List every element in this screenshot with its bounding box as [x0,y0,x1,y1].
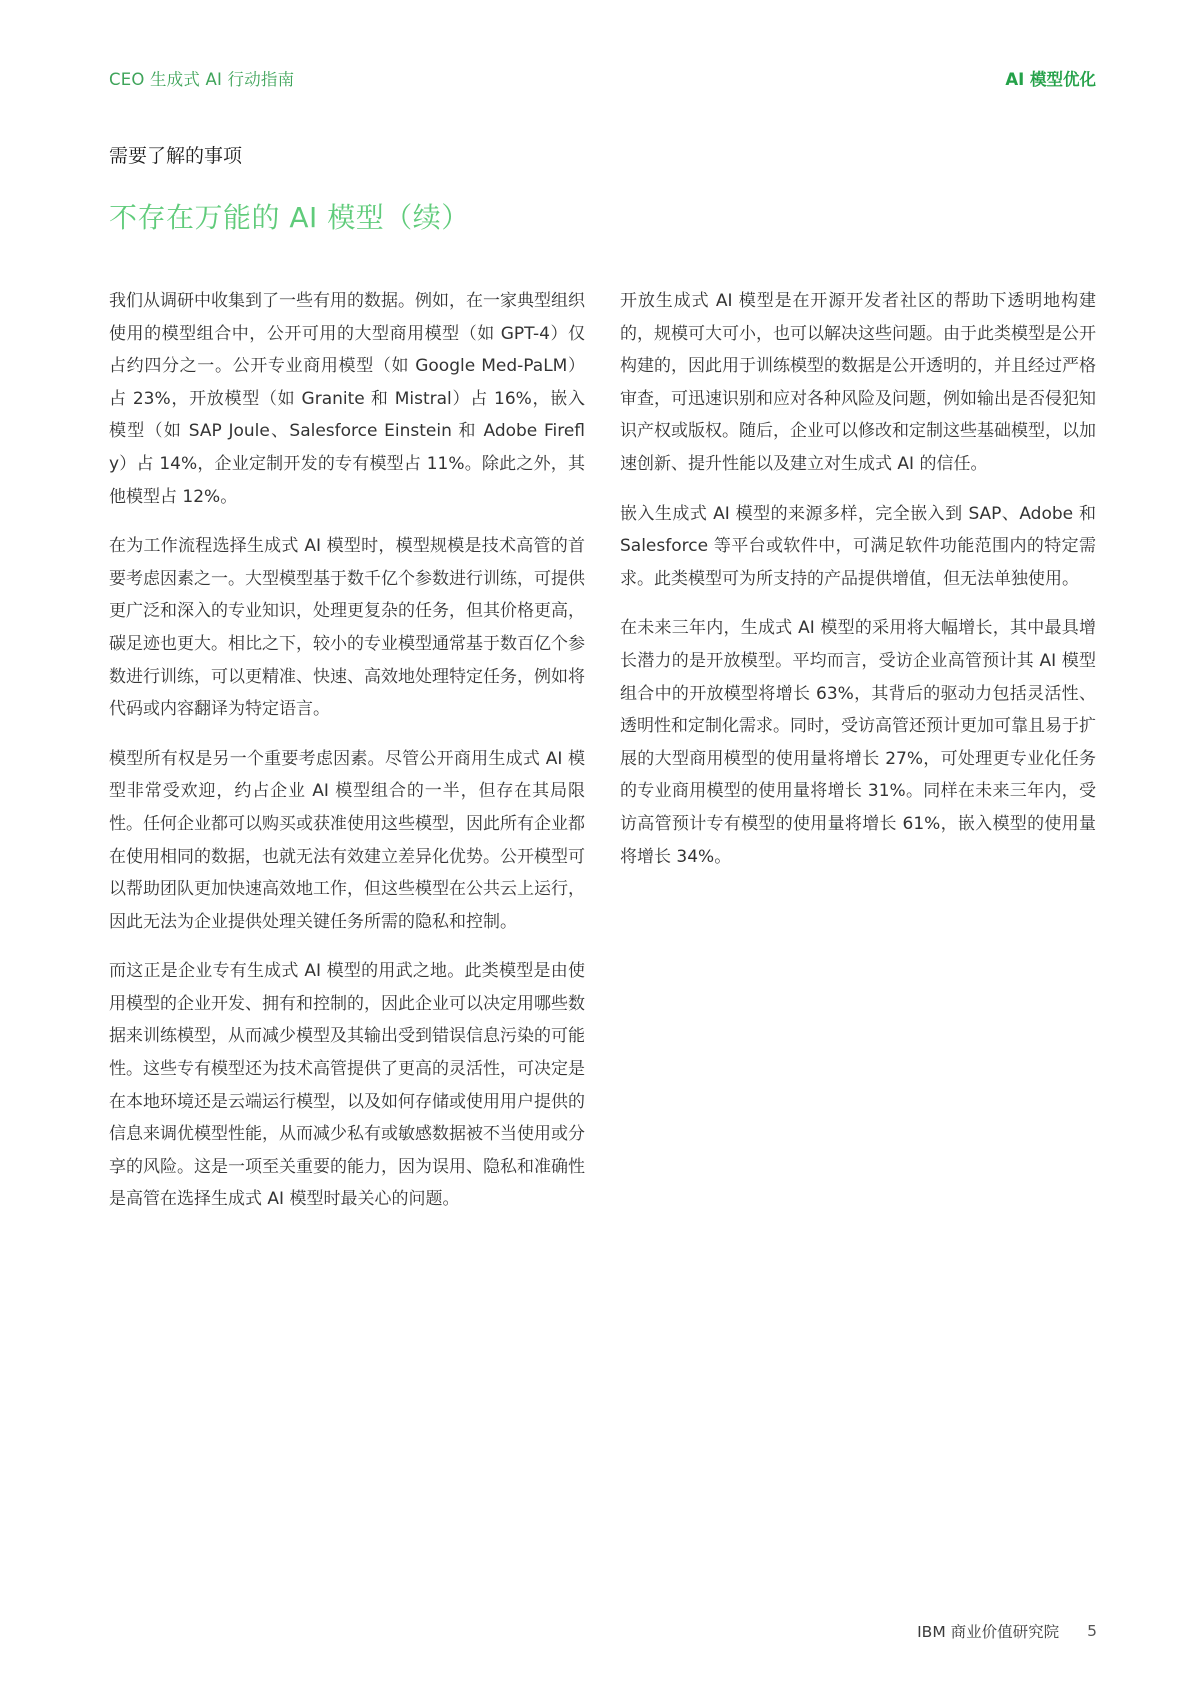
paragraph-model-mix-data: 我们从调研中收集到了一些有用的数据。例如，在一家典型组织使用的模型组合中，公开可用的大型商用模型（如 GPT-4）仅占约四分之一。公开专业商用模型（如 Google Med-PaLM）占 23%，开放模型（如 Granite 和 Mistral）占 16%，嵌入模型（如 SAP Joule、Salesforce Einstein 和 Adobe Firefly）占 14%，企业定制开发的专有模型占 11%。除此之外，其他模型占 12%。 [109,291,585,507]
body-columns [109,285,1096,1233]
section-tag: AI 模型优化 [1005,70,1096,89]
paragraph-embedded-models: 嵌入生成式 AI 模型的来源多样，完全嵌入到 SAP、Adobe 和 Salesforce 等平台或软件中，可满足软件功能范围内的特定需求。此类模型可为所支持的产品提供增值，但无法单独使用。 [620,503,1096,589]
document-title: CEO 生成式 AI 行动指南 [109,70,295,89]
page-number: 5 [1087,1622,1097,1640]
publisher-name: IBM 商业价值研究院 [917,1623,1060,1641]
paragraph-open-models: 开放生成式 AI 模型是在开源开发者社区的帮助下透明地构建的，规模可大可小，也可以解决这些问题。由于此类模型是公开构建的，因此用于训练模型的数据是公开透明的，并且经过严格审查，可迅速识别和应对各种风险及问题，例如输出是否侵犯知识产权或版权。随后，企业可以修改和定制这些基础模型，以加速创新、提升性能以及建立对生成式 AI 的信任。 [620,291,1096,474]
paragraph-model-size: 在为工作流程选择生成式 AI 模型时，模型规模是技术高管的首要考虑因素之一。大型模型基于数千亿个参数进行训练，可提供更广泛和深入的专业知识，处理更复杂的任务，但其价格更高，碳足迹也更大。相比之下，较小的专业模型通常基于数百亿个参数进行训练，可以更精准、快速、高效地处理特定任务，例如将代码或内容翻译为特定语言。 [109,536,585,720]
paragraph-proprietary-models: 而这正是企业专有生成式 AI 模型的用武之地。此类模型是由使用模型的企业开发、拥有和控制的，因此企业可以决定用哪些数据来训练模型，从而减少模型及其输出受到错误信息污染的可能性。这些专有模型还为技术高管提供了更高的灵活性，可决定是在本地环境还是云端运行模型，以及如何存储或使用用户提供的信息来调优模型性能，从而减少私有或敏感数据被不当使用或分享的风险。这是一项至关重要的能力，因为误用、隐私和准确性是高管在选择生成式 AI 模型时最关心的问题。 [109,961,585,1210]
section-kicker: 需要了解的事项 [109,145,243,167]
page-headline: 不存在万能的 AI 模型（续） [109,201,470,234]
page-footer [917,1620,1097,1642]
right-column [620,285,1096,1233]
paragraph-adoption-growth: 在未来三年内，生成式 AI 模型的采用将大幅增长，其中最具增长潜力的是开放模型。平均而言，受访企业高管预计其 AI 模型组合中的开放模型将增长 63%，其背后的驱动力包括灵活性、透明性和定制化需求。同时，受访高管还预计更加可靠且易于扩展的大型商用模型的使用量将增长 27%，可处理更专业化任务的专业商用模型的使用量将增长 31%。同样在未来三年内，受访高管预计专有模型的使用量将增长 61%，嵌入模型的使用量将增长 34%。 [620,618,1096,867]
left-column [109,285,585,1233]
paragraph-model-ownership: 模型所有权是另一个重要考虑因素。尽管公开商用生成式 AI 模型非常受欢迎，约占企业 AI 模型组合的一半，但存在其局限性。任何企业都可以购买或获准使用这些模型，因此所有企业都在使用相同的数据，也就无法有效建立差异化优势。公开模型可以帮助团队更加快速高效地工作，但这些模型在公共云上运行，因此无法为企业提供处理关键任务所需的隐私和控制。 [109,748,585,932]
page-header [109,66,1096,90]
